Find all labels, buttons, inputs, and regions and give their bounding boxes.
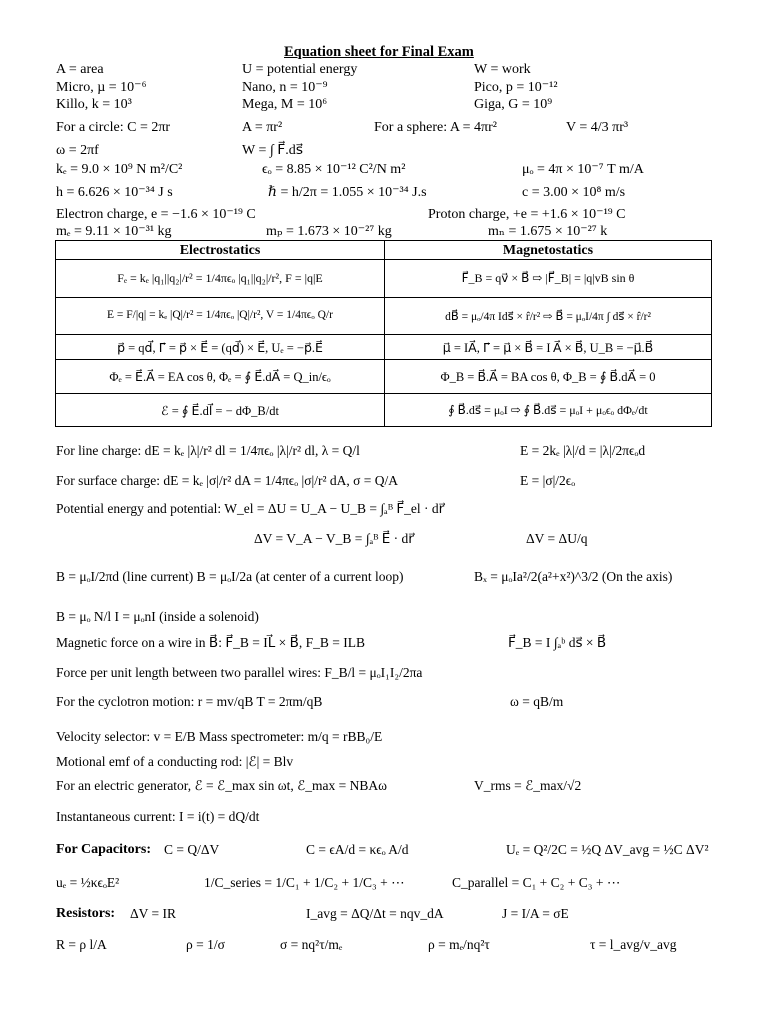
magnetic-field-line-loop: B = μₒI/2πd (line current) B = μₒI/2a (at center of a current loop) [56,569,404,584]
header-electron-charge: Electron charge, e = −1.6 × 10⁻¹⁹ C [56,207,256,222]
line-charge-equation: For line charge: dE = kₑ |λ|/r² dl = 1/4πϵₒ |λ|/r² dl, λ = Q/l [56,443,360,458]
header-kilo: Killo, k = 10³ [56,97,132,112]
header-coulomb-constant: kₑ = 9.0 × 10⁹ N m²/C² [56,162,183,177]
magnetic-field-axis: Bₓ = μₒIa²/2(a²+x²)^3/2 (On the axis) [474,569,673,584]
table-cell-electric-flux: Φₑ = E⃗.A⃗ = EA cos θ, Φₑ = ∮ E⃗.dA⃗ = Q_in/ϵₒ [109,370,331,384]
potential-energy-ratio: ΔV = ΔU/q [526,531,588,546]
header-work-integral: W = ∫ F⃗.ds⃗ [242,143,304,158]
table-cell-magnetic-flux: Φ_B = B⃗.A⃗ = BA cos θ, Φ_B = ∮ B⃗.dA⃗ = 0 [440,370,656,384]
header-giga: Giga, G = 10⁹ [474,97,553,112]
resistance-equation: R = ρ l/A [56,937,107,952]
table-cell-ampere-maxwell-law: ∮ B⃗.ds⃗ = μₒI ⇨ ∮ B⃗.ds⃗ = μₒI + μₒϵₒ dΦₑ/dt [448,403,648,417]
table-row-divider [56,259,711,260]
header-micro: Micro, µ = 10⁻⁶ [56,80,147,95]
resistivity-conductivity: ρ = 1/σ [186,937,225,952]
table-cell-magnetic-dipole: μ⃗ = IA⃗, Γ⃗ = μ⃗ × B⃗ = I A⃗ × B⃗, U_B = −μ⃗.B⃗ [442,341,654,355]
velocity-selector-equation: Velocity selector: v = E/B Mass spectrometer: m/q = rBB₀/E [56,729,383,744]
header-neutron-mass: mₙ = 1.675 × 10⁻²⁷ k [488,224,608,239]
header-circle-circumference: For a circle: C = 2πr [56,120,171,135]
header-area: A = area [56,62,104,77]
capacitance-definition: C = Q/ΔV [164,842,220,857]
parallel-plate-capacitance: C = ϵA/d = κϵₒ A/d [306,842,409,857]
table-cell-faraday-law: ℰ = ∮ E⃗.dl⃗ = − dΦ_B/dt [161,404,279,418]
page-title: Equation sheet for Final Exam [284,44,474,60]
average-current: I_avg = ΔQ/Δt = nqv_dA [306,906,444,921]
header-nano: Nano, n = 10⁻⁹ [242,80,328,95]
table-row-divider [56,393,711,394]
resistivity-equation: ρ = mₑ/nq²τ [428,937,490,952]
equations-table [55,240,712,427]
table-cell-coulomb-law: Fₑ = kₑ |q₁||q₂|/r² = 1/4πϵₒ |q₁||q₂|/r², F = |q|E [117,271,323,285]
header-sphere-volume: V = 4/3 πr³ [566,120,629,135]
header-electron-mass: mₑ = 9.11 × 10⁻³¹ kg [56,224,172,239]
motional-emf-equation: Motional emf of a conducting rod: |ℰ| = Blv [56,754,294,769]
generator-equation: For an electric generator, ℰ = ℰ_max sin ωt, ℰ_max = NBAω [56,778,388,793]
series-capacitance: 1/C_series = 1/C₁ + 1/C₂ + 1/C₃ + ⋯ [204,875,405,890]
header-work: W = work [474,62,531,77]
cyclotron-frequency: ω = qB/m [510,694,564,709]
header-planck: h = 6.626 × 10⁻³⁴ J s [56,185,173,200]
wire-force-equation: Magnetic force on a wire in B⃗: F⃗_B = IL⃗ × B⃗, F_B = ILB [56,635,365,650]
mean-free-time: τ = l_avg/v_avg [590,937,677,952]
table-cell-biot-savart: dB⃗ = μₒ/4π Ids⃗ × r̂/r² ⇨ B⃗ = μₒI/4π ∫ ds⃗ × r̂/r² [445,311,651,323]
table-cell-electric-field: E = F/|q| = kₑ |Q|/r² = 1/4πϵₒ |Q|/r², V = 1/4πϵₒ Q/r [107,309,333,321]
surface-charge-field: E = |σ|/2ϵₒ [520,473,576,488]
capacitor-energy: Uₑ = Q²/2C = ½Q ΔV_avg = ½C ΔV² [506,842,709,857]
header-potential-energy: U = potential energy [242,62,358,77]
header-proton-mass: mₚ = 1.673 × 10⁻²⁷ kg [266,224,392,239]
header-sphere-area: For a sphere: A = 4πr² [374,120,497,135]
solenoid-equation: B = μₒ N/l I = μₒnI (inside a solenoid) [56,609,259,624]
parallel-capacitance: C_parallel = C₁ + C₂ + C₃ + ⋯ [452,875,621,890]
table-row-divider [56,297,711,298]
capacitors-label: For Capacitors: [56,842,151,857]
table-row-divider [56,359,711,360]
ohms-law: ΔV = IR [130,906,177,921]
wire-force-integral: F⃗_B = I ∫ₐᵇ ds⃗ × B⃗ [508,635,607,650]
header-pico: Pico, p = 10⁻¹² [474,80,558,95]
header-permeability: μₒ = 4π × 10⁻⁷ T m/A [522,162,644,177]
header-mega: Mega, M = 10⁶ [242,97,328,112]
parallel-wires-equation: Force per unit length between two parallel wires: F_B/l = μₒI₁I₂/2πa [56,665,423,680]
table-header-electrostatics: Electrostatics [179,243,261,258]
table-cell-electric-dipole: p⃗ = qd⃗, Γ⃗ = p⃗ × E⃗ = (qd⃗) × E⃗, Uₑ = −p⃗.E⃗ [117,341,323,355]
table-header-magnetostatics: Magnetostatics [502,243,594,258]
header-angular-frequency: ω = 2πf [56,143,99,158]
energy-density: uₑ = ½κϵₒE² [56,875,120,890]
resistors-label: Resistors: [56,906,116,921]
header-speed-of-light: c = 3.00 × 10⁸ m/s [522,185,626,200]
potential-energy-equation: Potential energy and potential: W_el = ΔU = U_A − U_B = ∫ₐᴮ F⃗_el · dr⃗ [56,501,445,516]
instantaneous-current-equation: Instantaneous current: I = i(t) = dQ/dt [56,809,260,824]
header-circle-area: A = πr² [242,120,283,135]
conductivity-equation: σ = nq²τ/mₑ [280,937,343,952]
table-row-divider [56,334,711,335]
header-proton-charge: Proton charge, +e = +1.6 × 10⁻¹⁹ C [428,207,626,222]
table-cell-magnetic-force: F⃗_B = qv⃗ × B⃗ ⇨ |F⃗_B| = |q|vB sin θ [461,271,635,285]
header-permittivity: ϵₒ = 8.85 × 10⁻¹² C²/N m² [262,162,406,177]
line-charge-field: E = 2kₑ |λ|/d = |λ|/2πϵₒd [520,443,646,458]
rms-voltage-equation: V_rms = ℰ_max/√2 [474,778,582,793]
surface-charge-equation: For surface charge: dE = kₑ |σ|/r² dA = 1/4πϵₒ |σ|/r² dA, σ = Q/A [56,473,399,488]
header-hbar: ℏ = h/2π = 1.055 × 10⁻³⁴ J.s [268,185,427,200]
cyclotron-equation: For the cyclotron motion: r = mv/qB T = 2πm/qB [56,694,323,709]
potential-difference-equation: ΔV = V_A − V_B = ∫ₐᴮ E⃗ · dr⃗ [254,531,414,546]
current-density: J = I/A = σE [502,906,569,921]
